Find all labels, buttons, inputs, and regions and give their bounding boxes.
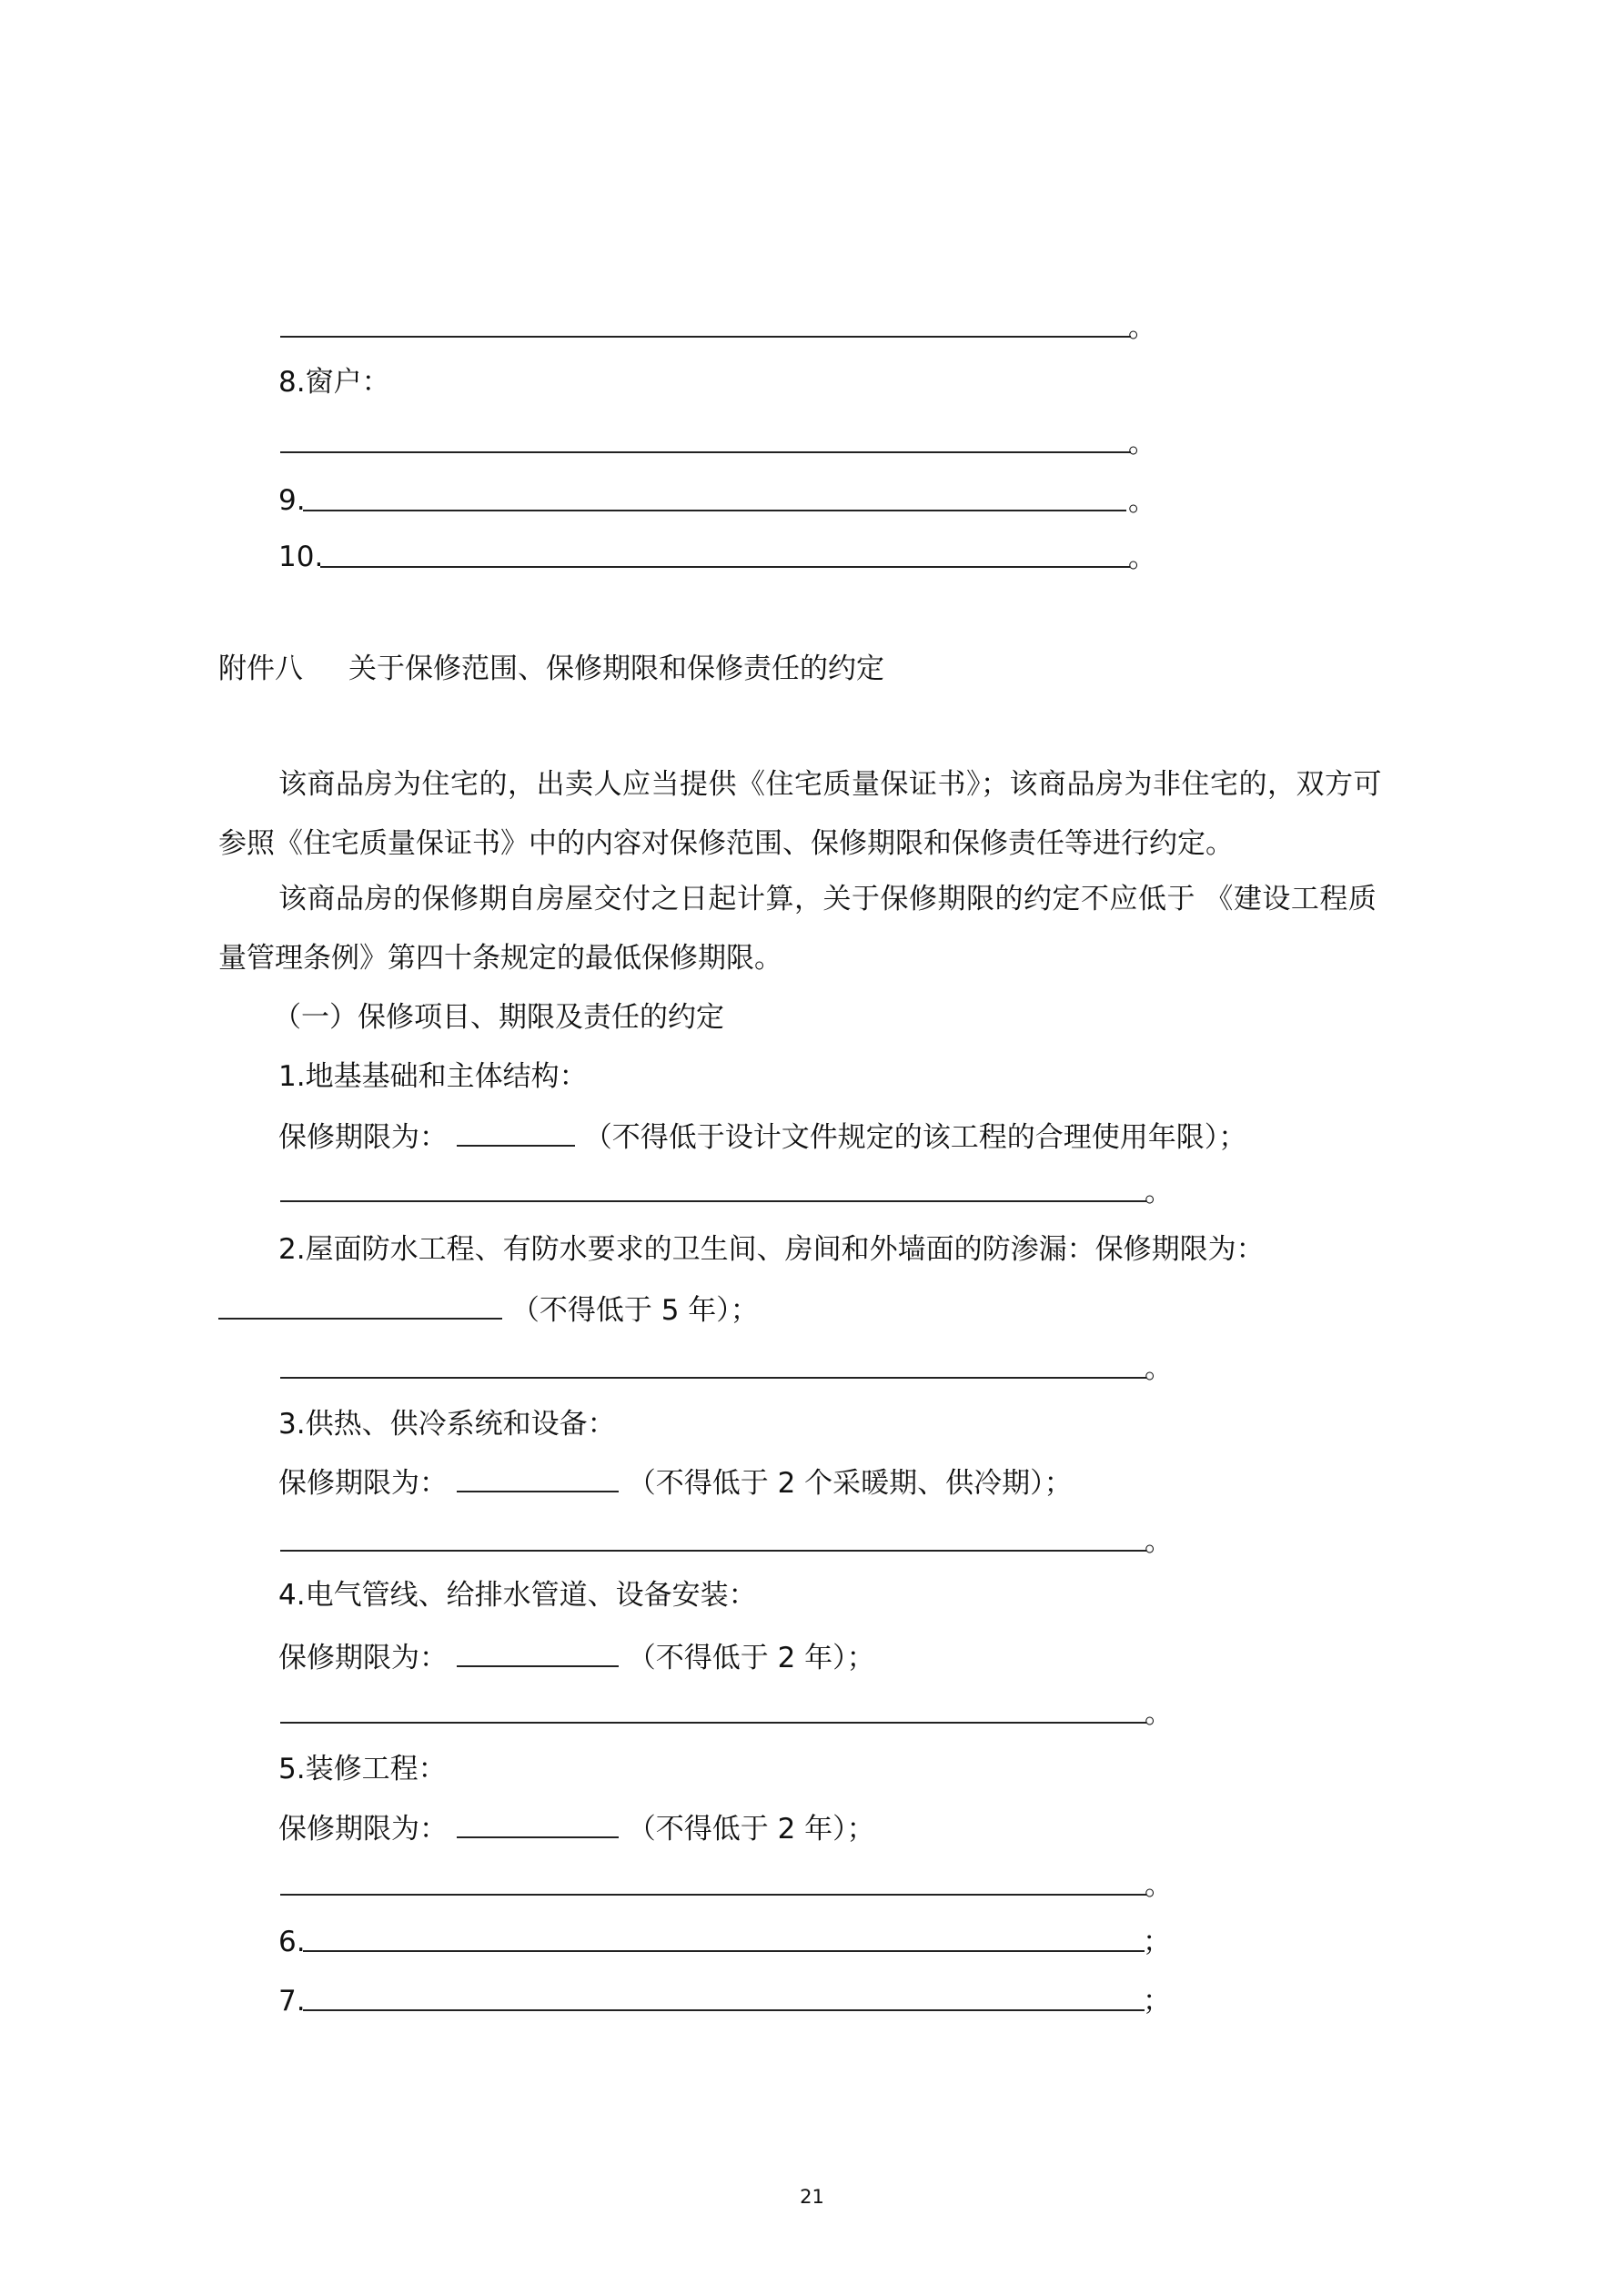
warranty-item-1-period-input[interactable] bbox=[457, 1116, 575, 1147]
warranty-item-2-period-input[interactable] bbox=[218, 1289, 502, 1320]
annex-heading-label: 附件八 bbox=[218, 652, 303, 685]
line-end-semicolon: ； bbox=[1143, 1985, 1171, 2018]
period-prefix: 保修期限为： bbox=[278, 1642, 448, 1674]
warranty-item-3-period bbox=[278, 1462, 1073, 1498]
item-10-blank[interactable] bbox=[320, 565, 1130, 568]
warranty-item-6-blank[interactable] bbox=[303, 1949, 1145, 1952]
item-10-label: 10. bbox=[278, 541, 324, 573]
warranty-item-3-period-input[interactable] bbox=[457, 1462, 619, 1492]
blank-line[interactable] bbox=[280, 335, 1131, 338]
paragraph-1-line-2: 参照《住宅质量保证书》中的内容对保修范围、保修期限和保修责任等进行约定。 bbox=[218, 827, 1234, 860]
blank-line[interactable] bbox=[280, 450, 1131, 453]
warranty-item-7-blank[interactable] bbox=[303, 2008, 1145, 2011]
line-end-period: 。 bbox=[1128, 427, 1156, 460]
item-9-label: 9. bbox=[278, 484, 306, 517]
line-end-period: 。 bbox=[1145, 1176, 1173, 1209]
warranty-item-4-period bbox=[278, 1636, 875, 1673]
warranty-item-2-blank[interactable] bbox=[280, 1376, 1146, 1379]
period-prefix: 保修期限为： bbox=[278, 1467, 448, 1500]
annex-heading bbox=[218, 651, 884, 687]
warranty-item-2-period bbox=[218, 1289, 759, 1325]
line-end-period: 。 bbox=[1128, 311, 1156, 344]
paragraph-1-line-1: 该商品房为住宅的，出卖人应当提供《住宅质量保证书》；该商品房为非住宅的，双方可 bbox=[278, 768, 1382, 801]
warranty-item-2-note: （不得低于 5 年）； bbox=[510, 1294, 759, 1327]
annex-heading-title: 关于保修范围、保修期限和保修责任的约定 bbox=[348, 652, 884, 685]
warranty-item-4-label: 4.电气管线、给排水管道、设备安装： bbox=[278, 1579, 757, 1612]
paragraph-2-line-2: 量管理条例》第四十条规定的最低保修期限。 bbox=[218, 942, 782, 975]
warranty-item-1-period bbox=[278, 1116, 1246, 1152]
line-end-period: 。 bbox=[1128, 485, 1156, 518]
warranty-item-4-period-input[interactable] bbox=[457, 1636, 619, 1667]
warranty-item-5-note: （不得低于 2 年）； bbox=[627, 1813, 875, 1846]
line-end-period: 。 bbox=[1128, 541, 1156, 574]
period-prefix: 保修期限为： bbox=[278, 1121, 448, 1154]
warranty-item-4-note: （不得低于 2 年）； bbox=[627, 1642, 875, 1674]
warranty-item-3-label: 3.供热、供冷系统和设备： bbox=[278, 1408, 616, 1441]
line-end-period: 。 bbox=[1145, 1869, 1173, 1902]
warranty-item-3-note: （不得低于 2 个采暖期、供冷期）； bbox=[627, 1467, 1073, 1500]
line-end-semicolon: ； bbox=[1143, 1926, 1171, 1958]
warranty-item-5-blank[interactable] bbox=[280, 1893, 1146, 1896]
paragraph-2-line-1: 该商品房的保修期自房屋交付之日起计算，关于保修期限的约定不应低于 《建设工程质 bbox=[278, 883, 1377, 915]
line-end-period: 。 bbox=[1145, 1697, 1173, 1730]
warranty-item-5-period-input[interactable] bbox=[457, 1807, 619, 1838]
warranty-item-7-label: 7. bbox=[278, 1985, 306, 2018]
page-number: 21 bbox=[800, 2186, 824, 2208]
warranty-item-5-label: 5.装修工程： bbox=[278, 1753, 447, 1785]
warranty-item-4-blank[interactable] bbox=[280, 1721, 1146, 1724]
warranty-item-1-note: （不得低于设计文件规定的该工程的合理使用年限）； bbox=[583, 1121, 1247, 1154]
warranty-item-5-period bbox=[278, 1807, 875, 1844]
section-1-title: （一）保修项目、期限及责任的约定 bbox=[273, 1001, 724, 1034]
line-end-period: 。 bbox=[1145, 1525, 1173, 1558]
warranty-item-3-blank[interactable] bbox=[280, 1549, 1146, 1552]
item-8-label: 8.窗户： bbox=[278, 366, 390, 399]
period-prefix: 保修期限为： bbox=[278, 1813, 448, 1846]
warranty-item-1-blank[interactable] bbox=[280, 1199, 1146, 1202]
line-end-period: 。 bbox=[1145, 1352, 1173, 1385]
warranty-item-1-label: 1.地基基础和主体结构： bbox=[278, 1060, 588, 1093]
warranty-item-2-label: 2.屋面防水工程、有防水要求的卫生间、房间和外墙面的防渗漏：保修期限为： bbox=[278, 1233, 1265, 1266]
warranty-item-6-label: 6. bbox=[278, 1926, 306, 1958]
item-9-blank[interactable] bbox=[303, 509, 1126, 511]
